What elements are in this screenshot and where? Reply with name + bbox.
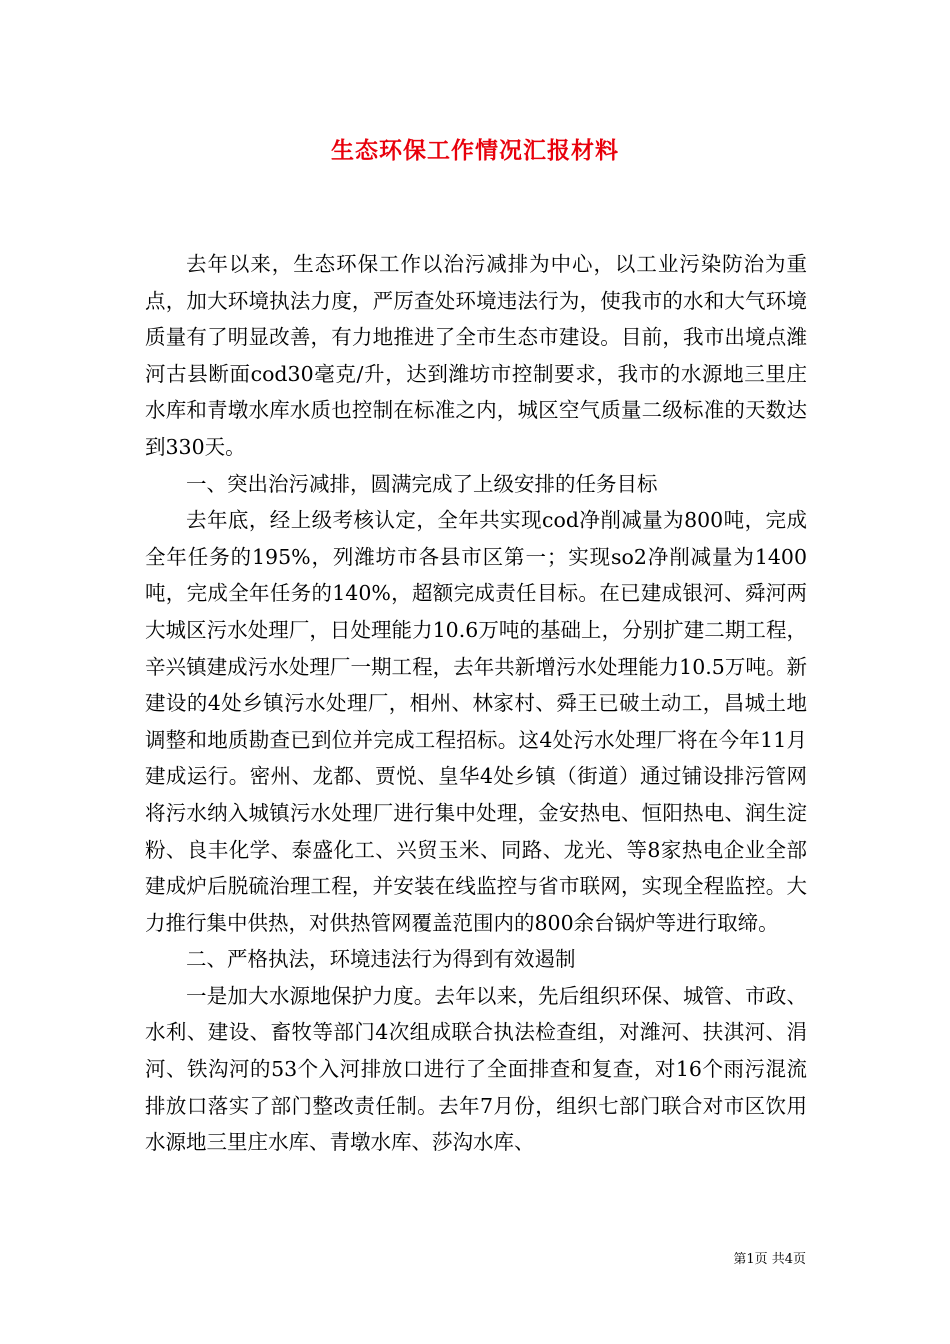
- section-heading-1: 一、突出治污减排，圆满完成了上级安排的任务目标: [186, 471, 658, 496]
- page-number-footer: 第1页 共4页: [733, 1252, 806, 1267]
- section-2-paragraph: 一是加大水源地保护力度。去年以来，先后组织环保、城管、市政、水利、建设、畜牧等部门4次组成联合执法检查组，对潍河、扶淇河、涓河、铁沟河的53个入河排放口进行了全面排查和复查，对16个雨污混流排放口落实了部门整改责任制。去年7月份，组织七部门联合对市区饮用水源地三里庄水库、青墩水库、莎沟水库、: [145, 983, 807, 1155]
- document-title: 生态环保工作情况汇报材料: [331, 137, 619, 164]
- section-heading-2: 二、严格执法，环境违法行为得到有效遏制: [186, 947, 576, 972]
- section-1-paragraph: 去年底，经上级考核认定，全年共实现cod净削减量为800吨，完成全年任务的195%，列潍坊市各县市区第一；实现so2净削减量为1400吨，完成全年任务的140%，超额完成责任目标。在已建成银河、舜河两大城区污水处理厂，日处理能力10.6万吨的基础上，分别扩建二期工程，辛兴镇建成污水处理厂一期工程，去年共新增污水处理能力10.5万吨。新建设的4处乡镇污水处理厂，相州、林家村、舜王已破土动工，昌城土地调整和地质勘查已到位并完成工程招标。这4处污水处理厂将在今年11月建成运行。密州、龙都、贾悦、皇华4处乡镇（街道）通过铺设排污管网将污水纳入城镇污水处理厂进行集中处理，金安热电、恒阳热电、润生淀粉、良丰化学、泰盛化工、兴贸玉米、同路、龙光、等8家热电企业全部建成炉后脱硫治理工程，并安装在线监控与省市联网，实现全程监控。大力推行集中供热，对供热管网覆盖范围内的800余台锅炉等进行取缔。: [145, 508, 807, 935]
- intro-paragraph: 去年以来，生态环保工作以治污减排为中心，以工业污染防治为重点，加大环境执法力度，严厉查处环境违法行为，使我市的水和大气环境质量有了明显改善，有力地推进了全市生态市建设。目前，我市出境点潍河古县断面cod30毫克/升，达到潍坊市控制要求，我市的水源地三里庄水库和青墩水库水质也控制在标准之内，城区空气质量二级标准的天数达到330天。: [145, 252, 807, 459]
- document-body: [145, 246, 807, 1161]
